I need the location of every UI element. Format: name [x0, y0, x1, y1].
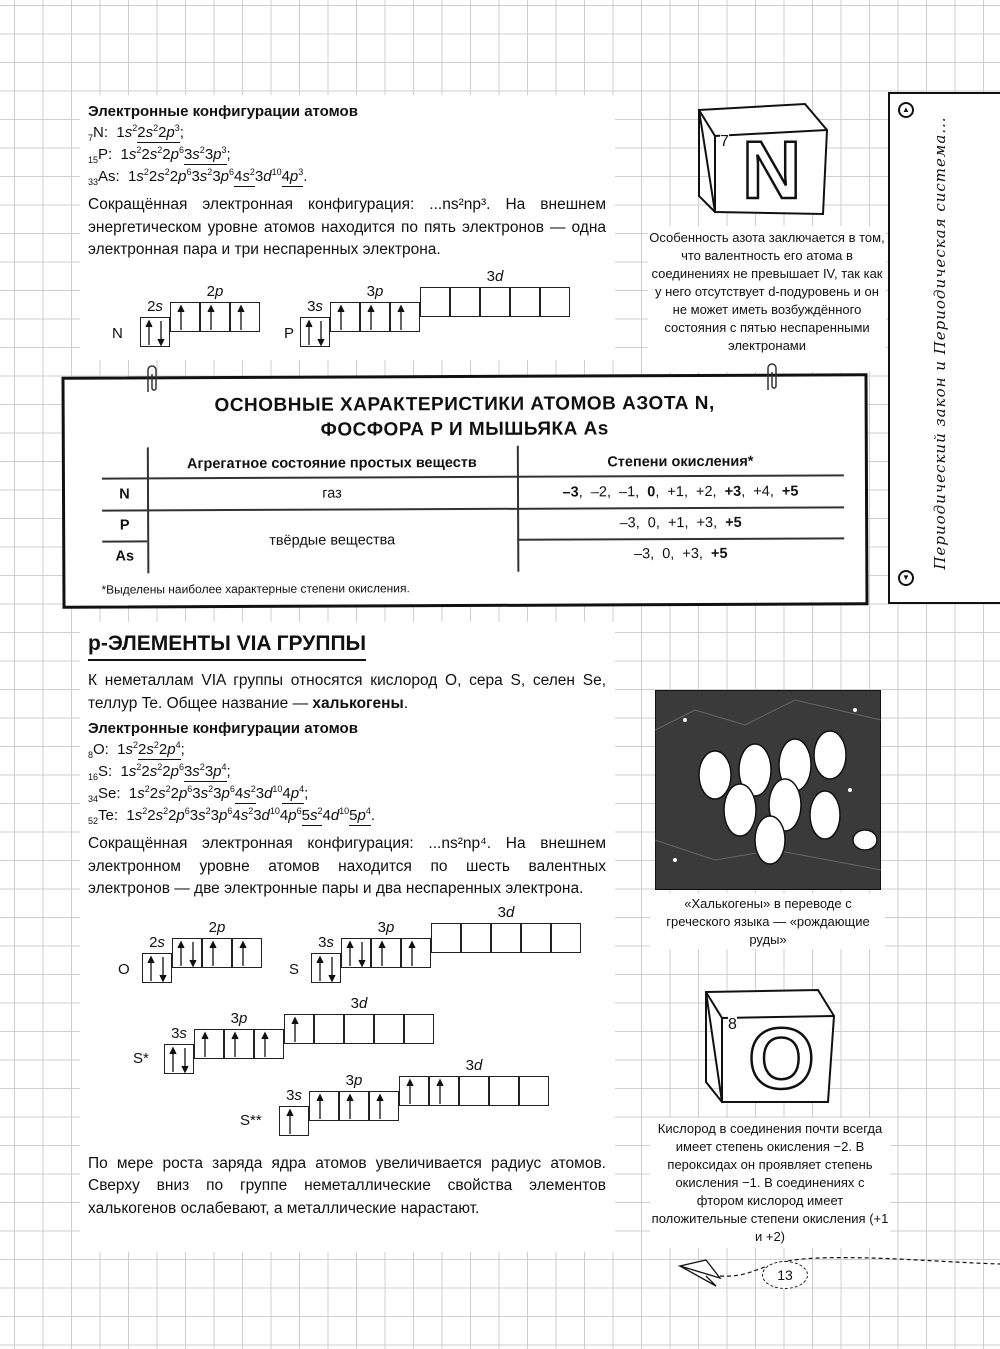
orbital-cell	[284, 1014, 314, 1044]
sublevel-label: 3d	[465, 1056, 483, 1074]
panel-title-line1: ОСНОВНЫЕ ХАРАКТЕРИСТИКИ АТОМОВ АЗОТА N,	[214, 392, 715, 417]
orbital-cell	[401, 938, 431, 968]
orbital-cell	[339, 1091, 369, 1121]
config-line: $_{15}$P: $1s^22s^22p^63s^23p^3$;	[88, 145, 231, 165]
config-line: $_{52}$Te: $1s^22s^22p^63s^23p^64s^23d^{10}4p^65s^24d^{10}5p^4$.	[88, 806, 376, 826]
closing-paragraph: По мере роста заряда ядра атомов увеличивается радиус атомов. Сверху вниз по группе неметаллические свойства элементов халькогенов ослабевают, а металлические нарастают.	[88, 1154, 606, 1217]
panel-title-line2: ФОСФОРА P И МЫШЬЯКА As	[320, 418, 609, 441]
config-line: $_7$N: $1s^22s^22p^3$;	[88, 123, 184, 143]
orbital-cell	[314, 1014, 344, 1044]
nitrogen-symbol: N	[742, 125, 802, 216]
orbital-cell	[202, 938, 232, 968]
sublevel-label: 3s	[307, 297, 323, 315]
nitrogen-caption: Особенность азота заключается в том, что валентность его атома в соединениях не превышает IV, так как у него отсутствует d-подуровень и он не может иметь возбуждённого состояния с пятью неспаренными электронами	[649, 230, 885, 353]
paper-plane-icon	[678, 1254, 1000, 1294]
orbital-cell	[459, 1076, 489, 1106]
abbrev-config-paragraph: Сокращённая электронная конфигурация: ...ns²np⁴. На внешнем электронном уровне атомов находится по шесть валентных электронов — две электронные пары и два неспаренных электрона.	[88, 835, 606, 897]
chalcogen-miners-illustration	[655, 690, 881, 890]
orbital-element-label: O	[118, 960, 130, 978]
orbital-element-label: N	[112, 324, 123, 342]
config-list	[88, 739, 606, 827]
orbital-cell	[420, 287, 450, 317]
intro-bold-term: халькогены	[312, 694, 404, 712]
nitrogen-atomic-number: 7	[720, 133, 729, 150]
row-element-n: N	[119, 486, 130, 503]
characteristics-table-panel	[61, 373, 868, 609]
sublevel-label: 2s	[149, 933, 165, 951]
abbrev-config-paragraph: Сокращённая электронная конфигурация: ...ns²np³. На внешнем энергетическом уровне атомов находится по пять электронов — одна электронная пара и три неспаренных электрона.	[88, 196, 606, 258]
state-p-as: твёрдые вещества	[269, 532, 396, 549]
sublevel-label: 3p	[377, 918, 395, 936]
orbital-cell	[369, 1091, 399, 1121]
orbital-cell	[374, 1014, 404, 1044]
orbital-element-label: S*	[133, 1049, 149, 1067]
triangle-up-icon: ▲	[898, 102, 914, 118]
column-header-oxidation: Степени окисления*	[607, 453, 754, 471]
orbital-cell	[200, 302, 230, 332]
config-line: $_{33}$As: $1s^22s^22p^63s^23p^64s^23d^{10}4p^3$.	[88, 167, 308, 187]
intro-paragraph: К неметаллам VIA группы относятся кислород O, сера S, селен Se, теллур Te. Общее название — халькогены.	[88, 672, 606, 712]
orbital-cell	[279, 1106, 309, 1136]
orbital-cell	[450, 287, 480, 317]
orbital-cell	[491, 923, 521, 953]
group6-column	[88, 631, 606, 1220]
oxygen-symbol: O	[748, 1011, 815, 1107]
orbital-diagrams	[88, 266, 606, 350]
config-heading: Электронные конфигурации атомов	[88, 720, 358, 737]
sublevel-label: 3s	[171, 1024, 187, 1042]
chalcogen-caption: «Халькогены» в переводе с греческого языка — «рождающие руды»	[666, 896, 870, 947]
orbital-cell	[142, 953, 172, 983]
sublevel-label: 3d	[486, 267, 504, 285]
paperclip-icon	[144, 364, 160, 396]
orbital-cell	[330, 302, 360, 332]
sublevel-label: 2p	[206, 282, 224, 300]
orbital-cell	[431, 923, 461, 953]
orbital-cell	[170, 302, 200, 332]
orbital-cell	[480, 287, 510, 317]
chapter-title: Периодический закон и Периодическая система...	[931, 116, 949, 570]
intro-text: К неметаллам VIA группы относятся кислород O, сера S, селен Se, теллур Te. Общее название —	[88, 672, 606, 712]
group5-column	[88, 103, 606, 350]
orbital-cell	[371, 938, 401, 968]
orbital-cell	[224, 1029, 254, 1059]
oxygen-caption: Кислород в соединения почти всегда имеет степень окисления −2. В пероксидах он проявляет степень окисления −1. В соединениях с фтором кислород имеет положительные степени окисления (+1 и +2)	[651, 1121, 889, 1244]
chapter-sidebar-tab[interactable]	[888, 92, 1000, 604]
orbital-cell	[232, 938, 262, 968]
config-line: $_{16}$S: $1s^22s^22p^63s^23p^4$;	[88, 762, 231, 782]
orbital-cell	[311, 953, 341, 983]
orbital-cell	[164, 1044, 194, 1074]
column-header-state: Агрегатное состояние простых веществ	[186, 454, 477, 473]
sublevel-label: 3s	[286, 1086, 302, 1104]
orbital-cell	[140, 317, 170, 347]
row-element-as: As	[115, 548, 135, 565]
orbital-cell	[341, 938, 371, 968]
oxidation-as: –3, 0, +3, +5	[633, 545, 728, 563]
orbital-element-label: S**	[240, 1111, 262, 1129]
orbital-cell	[194, 1029, 224, 1059]
orbital-cell	[172, 938, 202, 968]
oxidation-p: –3, 0, +1, +3, +5	[619, 514, 742, 532]
sublevel-label: 3p	[230, 1009, 248, 1027]
orbital-cell	[510, 287, 540, 317]
section-title: p-ЭЛЕМЕНТЫ VIA ГРУППЫ	[88, 631, 366, 661]
sublevel-label: 2p	[208, 918, 226, 936]
table-footnote: *Выделены наиболее характерные степени окисления.	[101, 581, 410, 597]
orbital-cell	[300, 317, 330, 347]
config-heading: Электронные конфигурации атомов	[88, 103, 358, 120]
orbital-cell	[404, 1014, 434, 1044]
sublevel-label: 2s	[147, 297, 163, 315]
orbital-cell	[230, 302, 260, 332]
sublevel-label: 3d	[350, 994, 368, 1012]
orbital-cell	[489, 1076, 519, 1106]
orbital-cell	[519, 1076, 549, 1106]
orbital-diagrams	[88, 903, 606, 1145]
sublevel-label: 3d	[497, 903, 515, 921]
config-line: $_8$O: $1s^22s^22p^4$;	[88, 740, 185, 760]
orbital-cell	[521, 923, 551, 953]
orbital-cell	[429, 1076, 459, 1106]
orbital-cell	[344, 1014, 374, 1044]
config-line: $_{34}$Se: $1s^22s^22p^63s^23p^64s^23d^{10}4p^4$;	[88, 784, 309, 804]
orbital-cell	[461, 923, 491, 953]
orbital-cell	[390, 302, 420, 332]
state-n: газ	[322, 485, 342, 502]
sublevel-label: 3p	[345, 1071, 363, 1089]
orbital-cell	[309, 1091, 339, 1121]
orbital-cell	[254, 1029, 284, 1059]
sublevel-label: 3s	[318, 933, 334, 951]
paperclip-icon	[764, 362, 780, 394]
orbital-element-label: P	[284, 324, 295, 342]
oxidation-n: –3, –2, –1, 0, +1, +2, +3, +4, +5	[562, 483, 799, 501]
orbital-cell	[551, 923, 581, 953]
oxygen-atomic-number: 8	[728, 1016, 737, 1033]
page-number: 13	[762, 1261, 808, 1289]
config-list	[88, 122, 606, 188]
sublevel-label: 3p	[366, 282, 384, 300]
orbital-cell	[540, 287, 570, 317]
orbital-cell	[360, 302, 390, 332]
orbital-cell	[399, 1076, 429, 1106]
orbital-element-label: S	[289, 960, 300, 978]
row-element-p: P	[119, 517, 130, 534]
triangle-down-icon: ▼	[898, 570, 914, 586]
